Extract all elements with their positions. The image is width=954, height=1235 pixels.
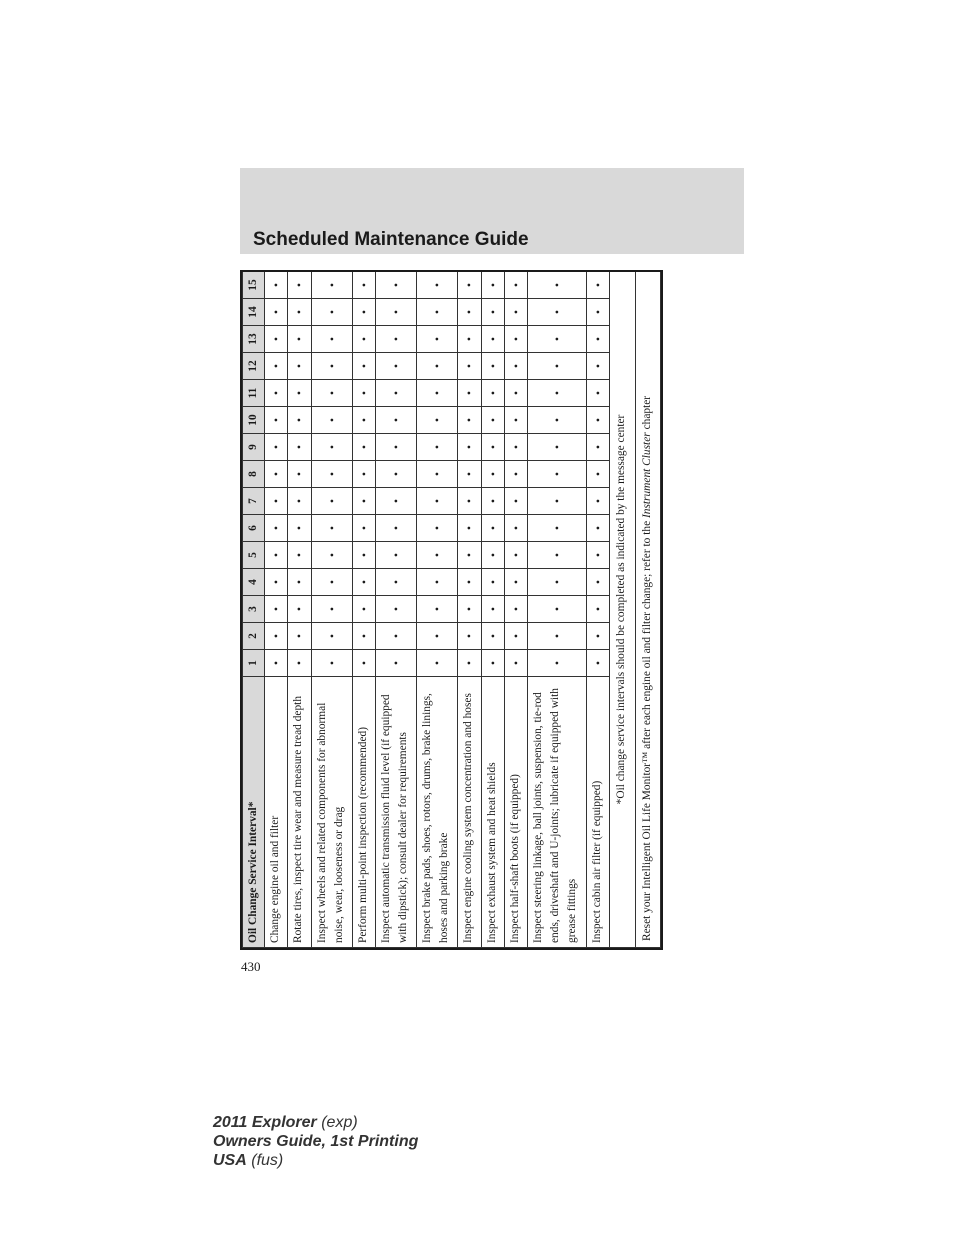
service-item-label: Inspect automatic transmission fluid level (if equipped with dipstick); consult dealer for requirements [375, 677, 416, 948]
interval-number-6: 6 [243, 515, 265, 542]
service-dot-cell: • [527, 569, 586, 596]
service-dot-cell: • [265, 623, 288, 650]
service-dot-cell: • [458, 488, 481, 515]
interval-number-8: 8 [243, 461, 265, 488]
service-dot-cell: • [288, 488, 311, 515]
service-dot-cell: • [311, 272, 352, 299]
service-dot-cell: • [375, 353, 416, 380]
service-dot-cell: • [375, 596, 416, 623]
service-dot-cell: • [587, 380, 610, 407]
service-dot-cell: • [417, 353, 458, 380]
table-row [352, 272, 375, 948]
service-dot-cell: • [504, 407, 527, 434]
footer-model: 2011 Explorer [213, 1114, 317, 1131]
service-dot-cell: • [311, 353, 352, 380]
service-dot-cell: • [417, 596, 458, 623]
maintenance-table-frame [240, 270, 663, 950]
service-dot-cell: • [504, 461, 527, 488]
service-dot-cell: • [458, 461, 481, 488]
service-dot-cell: • [352, 542, 375, 569]
service-dot-cell: • [527, 596, 586, 623]
service-dot-cell: • [288, 380, 311, 407]
service-dot-cell: • [265, 650, 288, 677]
service-item-label: Inspect exhaust system and heat shields [481, 677, 504, 948]
table-row [527, 272, 586, 948]
service-dot-cell: • [311, 650, 352, 677]
service-dot-cell: • [311, 299, 352, 326]
service-dot-cell: • [375, 380, 416, 407]
page-number: 430 [241, 959, 261, 974]
service-dot-cell: • [417, 569, 458, 596]
service-dot-cell: • [458, 515, 481, 542]
service-dot-cell: • [311, 461, 352, 488]
service-dot-cell: • [587, 353, 610, 380]
service-dot-cell: • [504, 596, 527, 623]
service-dot-cell: • [375, 461, 416, 488]
service-dot-cell: • [352, 272, 375, 299]
service-item-label: Change engine oil and filter [265, 677, 288, 948]
service-dot-cell: • [288, 569, 311, 596]
service-dot-cell: • [311, 434, 352, 461]
interval-number-15: 15 [243, 272, 265, 299]
interval-number-2: 2 [243, 623, 265, 650]
service-dot-cell: • [527, 434, 586, 461]
service-dot-cell: • [352, 623, 375, 650]
service-dot-cell: • [587, 596, 610, 623]
service-dot-cell: • [265, 434, 288, 461]
interval-number-14: 14 [243, 299, 265, 326]
service-dot-cell: • [481, 623, 504, 650]
service-dot-cell: • [481, 434, 504, 461]
service-dot-cell: • [352, 596, 375, 623]
service-dot-cell: • [311, 542, 352, 569]
service-dot-cell: • [417, 650, 458, 677]
service-dot-cell: • [417, 407, 458, 434]
service-dot-cell: • [375, 434, 416, 461]
footer-market-code: (fus) [251, 1152, 284, 1169]
service-dot-cell: • [527, 515, 586, 542]
interval-number-5: 5 [243, 542, 265, 569]
service-dot-cell: • [375, 650, 416, 677]
table-body [265, 272, 661, 948]
service-dot-cell: • [587, 272, 610, 299]
service-dot-cell: • [352, 407, 375, 434]
service-dot-cell: • [311, 515, 352, 542]
section-title: Scheduled Maintenance Guide [253, 229, 529, 250]
interval-number-9: 9 [243, 434, 265, 461]
service-dot-cell: • [587, 623, 610, 650]
service-dot-cell: • [265, 380, 288, 407]
service-dot-cell: • [481, 569, 504, 596]
service-dot-cell: • [265, 542, 288, 569]
service-dot-cell: • [504, 542, 527, 569]
service-dot-cell: • [481, 380, 504, 407]
service-dot-cell: • [352, 569, 375, 596]
service-dot-cell: • [288, 542, 311, 569]
service-dot-cell: • [458, 380, 481, 407]
reset-note-text: Reset your Intelligent Oil Life Monitor™ after each engine oil and filter change; refer to the [640, 518, 653, 941]
service-dot-cell: • [527, 353, 586, 380]
service-item-label: Inspect steering linkage, ball joints, suspension, tie-rod ends, driveshaft and U-joints; lubricate if equipped with grease fittings [527, 677, 586, 948]
service-dot-cell: • [375, 326, 416, 353]
service-dot-cell: • [527, 461, 586, 488]
service-dot-cell: • [265, 326, 288, 353]
footer-model-code: (exp) [321, 1114, 358, 1131]
service-dot-cell: • [288, 434, 311, 461]
service-dot-cell: • [288, 623, 311, 650]
service-dot-cell: • [458, 434, 481, 461]
service-dot-cell: • [458, 650, 481, 677]
service-dot-cell: • [288, 353, 311, 380]
service-dot-cell: • [527, 326, 586, 353]
service-dot-cell: • [352, 326, 375, 353]
interval-number-1: 1 [243, 650, 265, 677]
service-dot-cell: • [458, 353, 481, 380]
service-dot-cell: • [504, 515, 527, 542]
service-dot-cell: • [352, 380, 375, 407]
footer-printing: Owners Guide, 1st Printing [213, 1133, 419, 1150]
service-dot-cell: • [265, 461, 288, 488]
interval-number-7: 7 [243, 488, 265, 515]
service-dot-cell: • [504, 272, 527, 299]
service-dot-cell: • [504, 299, 527, 326]
service-dot-cell: • [417, 542, 458, 569]
footer-line-market [213, 1151, 418, 1170]
service-dot-cell: • [288, 596, 311, 623]
service-dot-cell: • [288, 650, 311, 677]
service-dot-cell: • [587, 515, 610, 542]
service-dot-cell: • [375, 272, 416, 299]
table-row [417, 272, 458, 948]
service-item-label: Perform multi-point inspection (recommended) [352, 677, 375, 948]
service-item-label: Inspect brake pads, shoes, rotors, drums, brake linings, hoses and parking brake [417, 677, 458, 948]
service-dot-cell: • [458, 542, 481, 569]
service-dot-cell: • [311, 488, 352, 515]
service-dot-cell: • [458, 272, 481, 299]
interval-note: *Oil change service intervals should be completed as indicated by the message center [610, 272, 635, 948]
oil-change-schedule-table [242, 271, 661, 948]
service-dot-cell: • [352, 515, 375, 542]
service-dot-cell: • [375, 407, 416, 434]
service-dot-cell: • [265, 353, 288, 380]
service-dot-cell: • [504, 353, 527, 380]
service-dot-cell: • [417, 380, 458, 407]
service-dot-cell: • [527, 542, 586, 569]
service-dot-cell: • [481, 650, 504, 677]
service-dot-cell: • [587, 407, 610, 434]
rotated-table-container [242, 272, 661, 948]
section-header-band [240, 168, 744, 254]
service-dot-cell: • [265, 488, 288, 515]
interval-number-12: 12 [243, 353, 265, 380]
service-dot-cell: • [288, 272, 311, 299]
table-row [288, 272, 311, 948]
service-dot-cell: • [311, 569, 352, 596]
service-dot-cell: • [417, 272, 458, 299]
table-row [458, 272, 481, 948]
interval-number-13: 13 [243, 326, 265, 353]
interval-number-10: 10 [243, 407, 265, 434]
table-note-row [610, 272, 635, 948]
service-dot-cell: • [417, 434, 458, 461]
service-dot-cell: • [504, 569, 527, 596]
service-dot-cell: • [288, 461, 311, 488]
service-dot-cell: • [311, 407, 352, 434]
service-dot-cell: • [311, 596, 352, 623]
service-dot-cell: • [481, 353, 504, 380]
table-note-row [635, 272, 660, 948]
service-dot-cell: • [527, 380, 586, 407]
service-dot-cell: • [352, 650, 375, 677]
service-dot-cell: • [481, 596, 504, 623]
service-dot-cell: • [265, 596, 288, 623]
service-dot-cell: • [458, 623, 481, 650]
service-dot-cell: • [527, 623, 586, 650]
service-dot-cell: • [265, 272, 288, 299]
service-dot-cell: • [288, 407, 311, 434]
service-dot-cell: • [288, 326, 311, 353]
service-dot-cell: • [458, 596, 481, 623]
service-dot-cell: • [375, 488, 416, 515]
service-dot-cell: • [311, 380, 352, 407]
table-row [587, 272, 610, 948]
service-dot-cell: • [352, 488, 375, 515]
table-row [504, 272, 527, 948]
reset-note-chapter: Instrument Cluster [640, 432, 653, 519]
service-dot-cell: • [504, 380, 527, 407]
service-dot-cell: • [587, 461, 610, 488]
service-dot-cell: • [311, 326, 352, 353]
service-dot-cell: • [481, 326, 504, 353]
service-dot-cell: • [504, 488, 527, 515]
table-row [375, 272, 416, 948]
interval-number-4: 4 [243, 569, 265, 596]
table-row [311, 272, 352, 948]
service-dot-cell: • [375, 542, 416, 569]
service-dot-cell: • [417, 515, 458, 542]
interval-number-11: 11 [243, 380, 265, 407]
service-dot-cell: • [352, 461, 375, 488]
service-dot-cell: • [587, 299, 610, 326]
service-dot-cell: • [265, 407, 288, 434]
service-dot-cell: • [417, 326, 458, 353]
reset-note [635, 272, 660, 948]
service-dot-cell: • [527, 299, 586, 326]
table-row [481, 272, 504, 948]
service-dot-cell: • [352, 299, 375, 326]
service-item-label: Inspect wheels and related components for abnormal noise, wear, looseness or drag [311, 677, 352, 948]
service-dot-cell: • [417, 488, 458, 515]
service-dot-cell: • [587, 650, 610, 677]
footer-market: USA [213, 1152, 247, 1169]
service-item-label: Inspect half-shaft boots (if equipped) [504, 677, 527, 948]
service-dot-cell: • [527, 650, 586, 677]
service-dot-cell: • [504, 434, 527, 461]
service-dot-cell: • [265, 515, 288, 542]
service-dot-cell: • [352, 353, 375, 380]
service-item-label: Inspect cabin air filter (if equipped) [587, 677, 610, 948]
service-dot-cell: • [481, 461, 504, 488]
service-dot-cell: • [527, 488, 586, 515]
service-item-label: Inspect engine cooling system concentration and hoses [458, 677, 481, 948]
service-dot-cell: • [504, 326, 527, 353]
service-dot-cell: • [458, 407, 481, 434]
service-dot-cell: • [311, 623, 352, 650]
service-dot-cell: • [458, 299, 481, 326]
service-dot-cell: • [481, 272, 504, 299]
service-dot-cell: • [481, 542, 504, 569]
service-dot-cell: • [352, 434, 375, 461]
service-dot-cell: • [417, 461, 458, 488]
service-dot-cell: • [417, 623, 458, 650]
service-dot-cell: • [527, 407, 586, 434]
service-dot-cell: • [288, 515, 311, 542]
service-dot-cell: • [265, 569, 288, 596]
service-dot-cell: • [375, 515, 416, 542]
document-footer [213, 1113, 418, 1170]
interval-header-label: Oil Change Service Interval* [243, 677, 265, 948]
service-dot-cell: • [587, 434, 610, 461]
footer-line-model [213, 1113, 418, 1132]
service-dot-cell: • [481, 299, 504, 326]
service-dot-cell: • [504, 650, 527, 677]
service-dot-cell: • [375, 623, 416, 650]
service-dot-cell: • [375, 569, 416, 596]
service-dot-cell: • [587, 542, 610, 569]
service-dot-cell: • [288, 299, 311, 326]
service-dot-cell: • [587, 488, 610, 515]
service-dot-cell: • [458, 326, 481, 353]
interval-number-3: 3 [243, 596, 265, 623]
service-dot-cell: • [481, 488, 504, 515]
service-item-label: Rotate tires, inspect tire wear and measure tread depth [288, 677, 311, 948]
service-dot-cell: • [587, 569, 610, 596]
table-header-row [243, 272, 265, 948]
service-dot-cell: • [375, 299, 416, 326]
service-dot-cell: • [417, 299, 458, 326]
service-dot-cell: • [504, 623, 527, 650]
service-dot-cell: • [481, 407, 504, 434]
table-row [265, 272, 288, 948]
reset-note-suffix: chapter [640, 395, 653, 433]
service-dot-cell: • [265, 299, 288, 326]
service-dot-cell: • [527, 272, 586, 299]
service-dot-cell: • [587, 326, 610, 353]
service-dot-cell: • [481, 515, 504, 542]
service-dot-cell: • [458, 569, 481, 596]
